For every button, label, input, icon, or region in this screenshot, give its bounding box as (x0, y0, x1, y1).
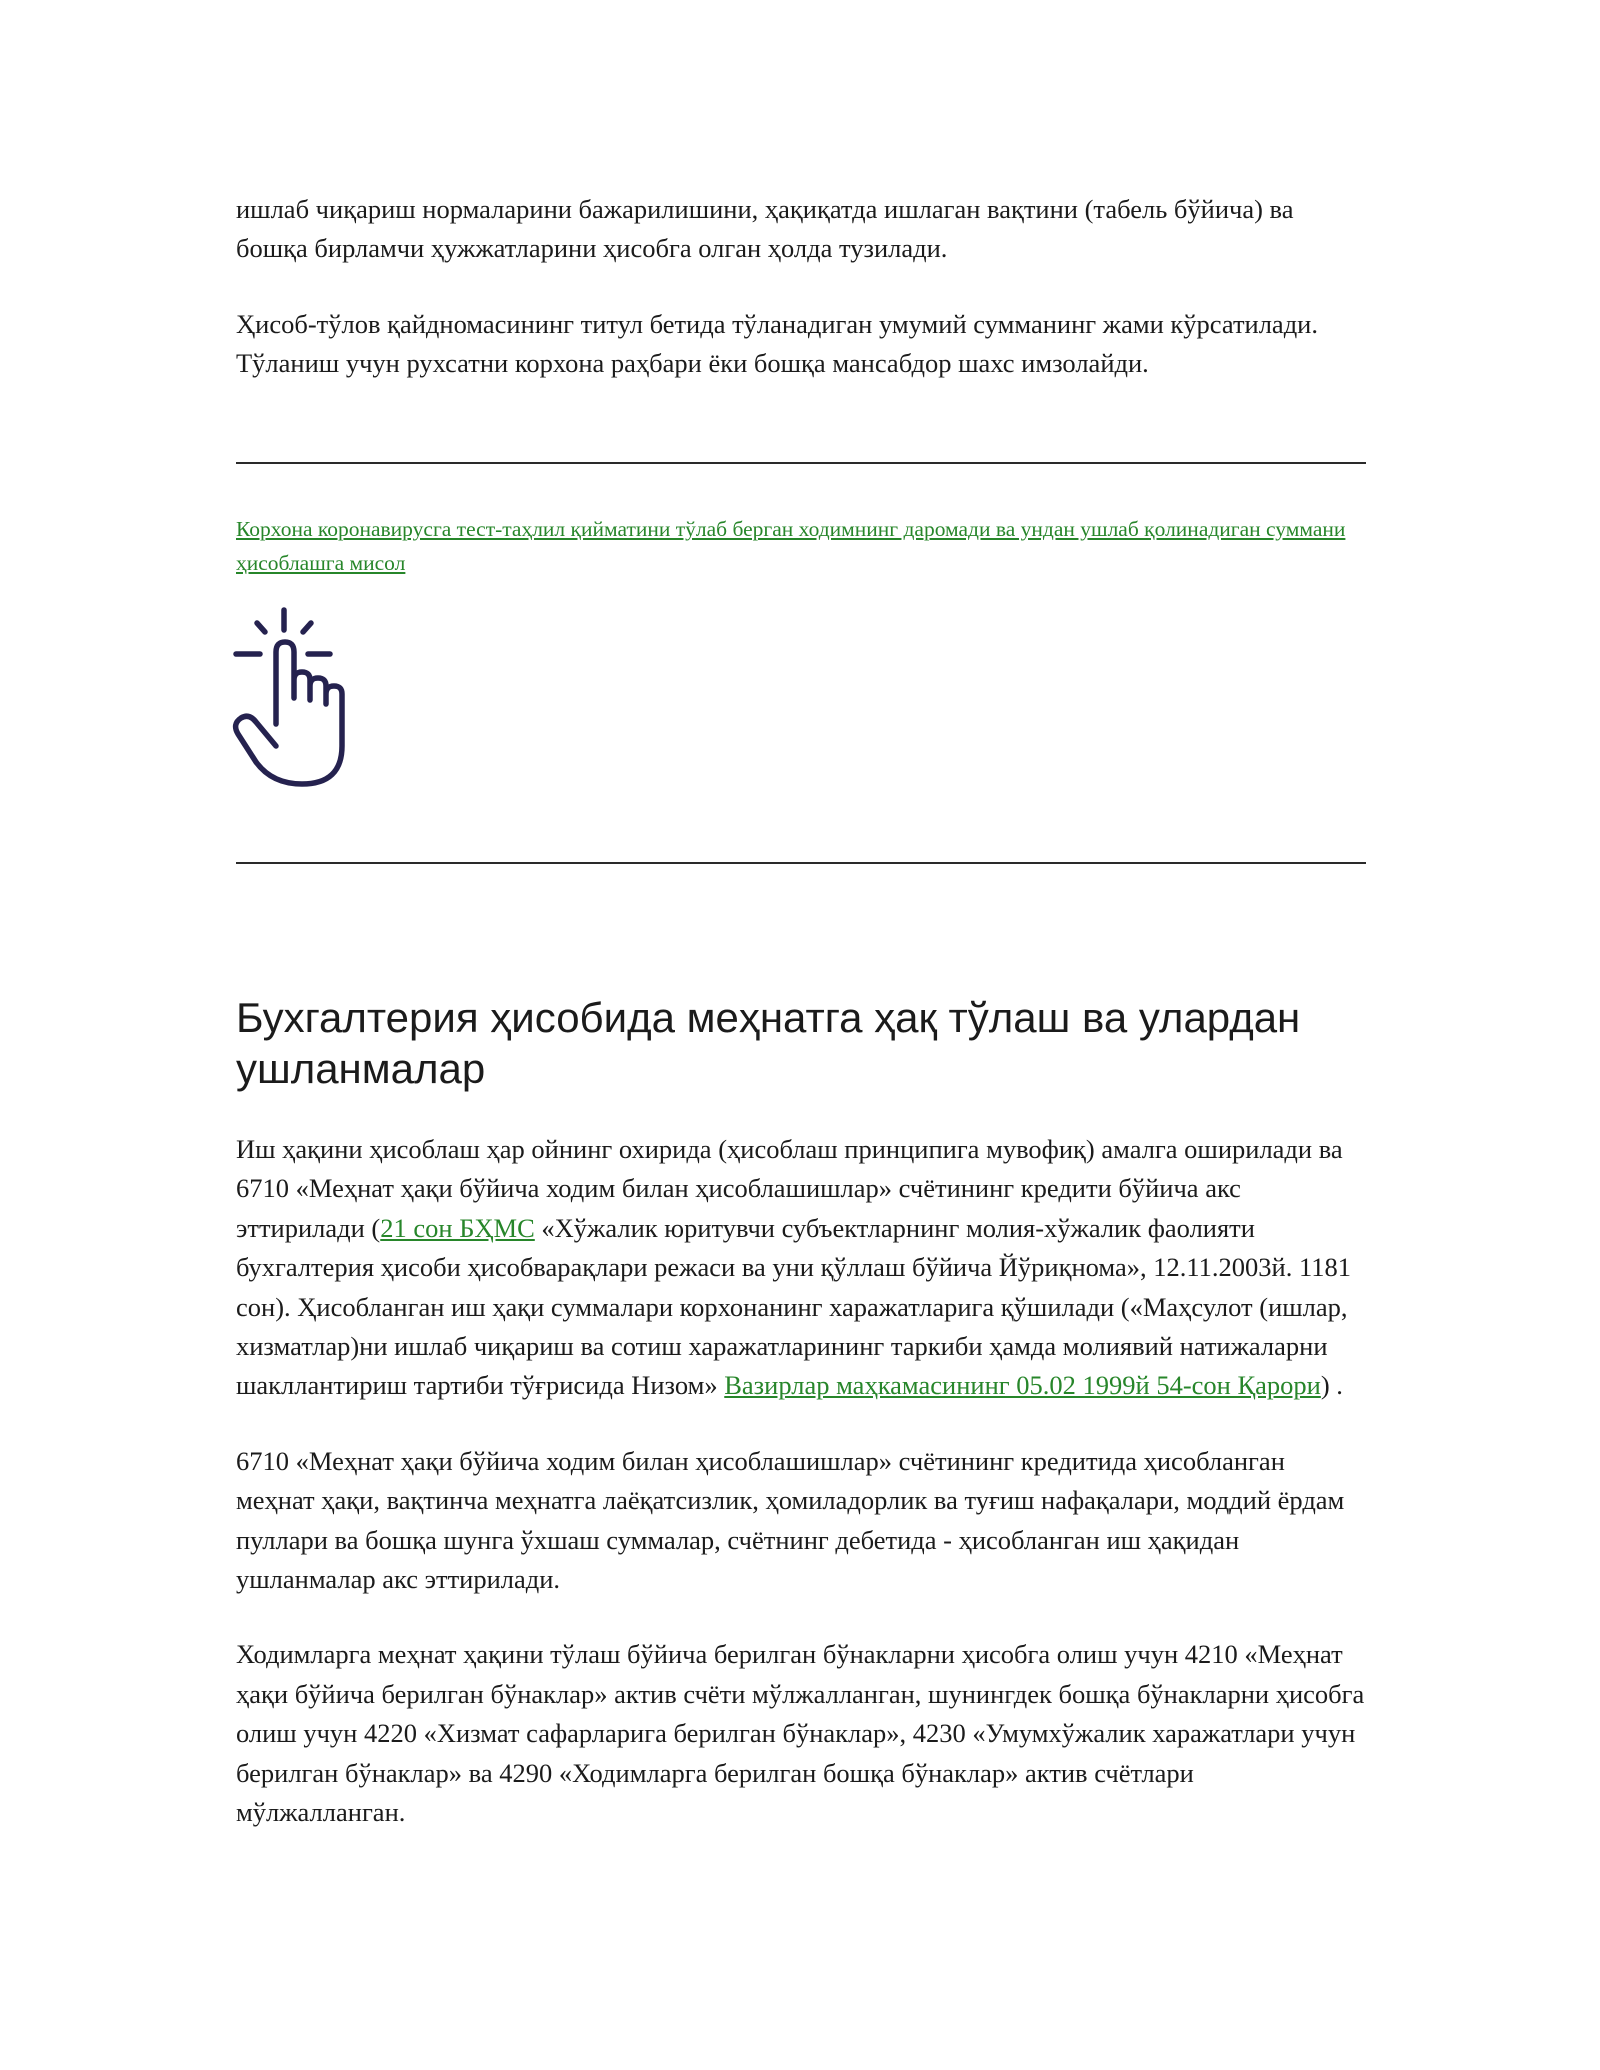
cabinet-resolution-link[interactable]: Вазирлар маҳкамасининг 05.02 1999й 54-сон Қарори (724, 1370, 1321, 1401)
pointing-hand-click-icon[interactable] (230, 606, 360, 791)
section-paragraph-2: 6710 «Меҳнат ҳақи бўйича ходим билан ҳисоблашишлар» счётининг кредитида ҳисобланган меҳнат ҳақи, вақтинча меҳнатга лаёқатсизлик, ҳомиладорлик ва туғиш нафақалари, моддий ёрдам пуллари ва бошқа шунга ўхшаш суммалар, счётнинг дебетида - ҳисобланган иш ҳақидан ушланмалар акс эттирилади. (236, 1445, 1345, 1595)
intro-section (236, 190, 1366, 384)
top-divider (236, 462, 1366, 464)
section-paragraph-3: Ходимларга меҳнат ҳақини тўлаш бўйича берилган бўнакларни ҳисобга олиш учун 4210 «Меҳнат ҳақи бўйича берилган бўнаклар» актив счёти мўлжалланган, шунингдек бошқа бўнакларни ҳисобга олиш учун 4220 «Хизмат сафарларига берилган бўнаклар», 4230 «Умумхўжалик харажатлари учун берилган бўнаклар» ва 4290 «Ходимларга берилган бошқа бўнаклар» актив счётлари мўлжалланган. (236, 1639, 1365, 1828)
bhms-21-link[interactable]: 21 сон БҲМС (380, 1212, 535, 1243)
intro-paragraph-1: ишлаб чиқариш нормаларини бажарилишини, ҳақиқатда ишлаган вақтини (табель бўйича) ва бошқа бирламчи ҳужжатларини ҳисобга олган ҳолда тузилади. (236, 194, 1294, 264)
paragraph-1-text-c: ) . (1320, 1370, 1343, 1401)
example-link[interactable]: Корхона коронавирусга тест-таҳлил қийматини тўлаб берган ходимнинг даромади ва ундан ушлаб қолинадиган суммани ҳисоблашга мисол (236, 517, 1346, 575)
example-link-container (236, 512, 1376, 580)
section-heading: Бухгалтерия ҳисобида меҳнатга ҳақ тўлаш ва улардан ушланмалар (236, 994, 1301, 1092)
bottom-divider (236, 862, 1366, 864)
intro-paragraph-2: Ҳисоб-тўлов қайдномасининг титул бетида тўланадиган умумий сумманинг жами кўрсатилади. Тўланиш учун рухсатни корхона раҳбари ёки бошқа мансабдор шахс имзолайди. (236, 308, 1318, 379)
section-body (236, 1130, 1366, 1833)
paragraph-1-text-a: Иш ҳақини ҳисоблаш ҳар ойнинг охирида (ҳисоблаш принципига мувофиқ) амалга оширилади ва 6710 «Меҳнат ҳақи бўйича ходим билан ҳисоблашишлар» счётининг кредити бўйича акс эттирилади ( (236, 1134, 1343, 1243)
section-paragraph-1 (236, 1130, 1366, 1406)
paragraph-1-text-b: «Хўжалик юритувчи субъектларнинг молия-хўжалик фаолияти бухгалтерия ҳисоби ҳисобварақлари режаси ва уни қўллаш бўйича Йўриқнома», 12.11.2003й. 1181 сон). Ҳисобланган иш ҳақи суммалари корхонанинг харажатларига қўшилади («Маҳсулот (ишлар, хизматлар)ни ишлаб чиқариш ва сотиш харажатларининг таркиби ҳамда молиявий натижаларни шакллантириш тартиби тўғрисида Низом» (236, 1212, 1351, 1401)
